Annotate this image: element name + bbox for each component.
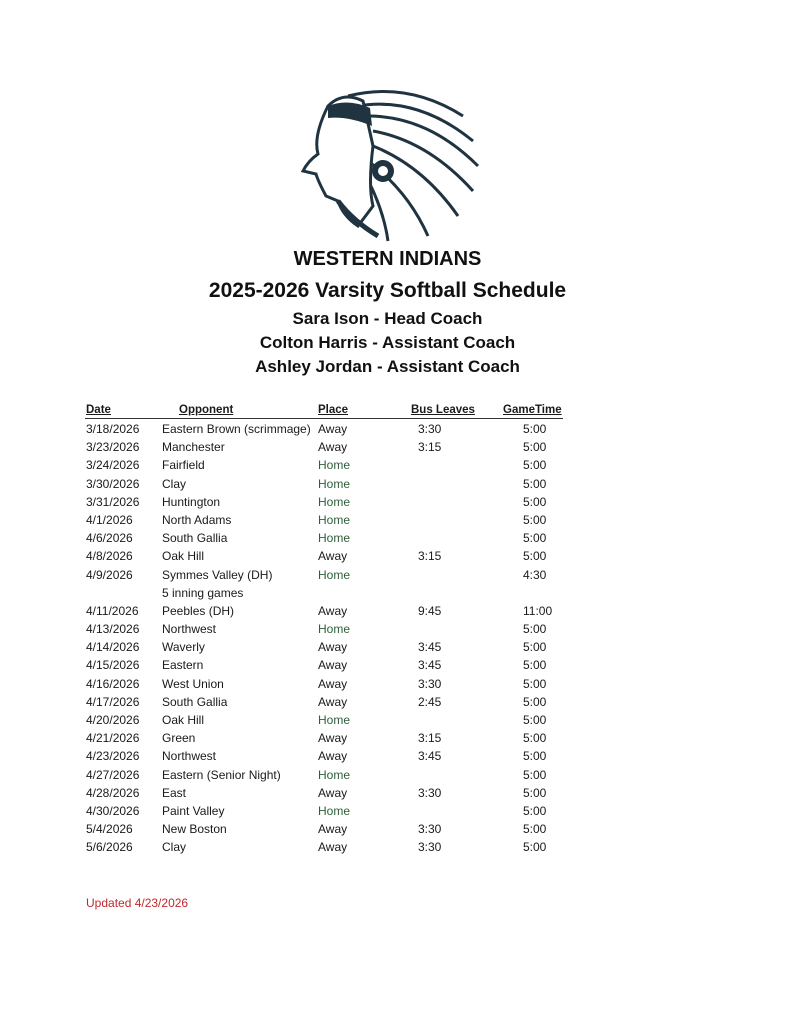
date-cell: 4/30/2026 [86,803,140,818]
bus-leaves-cell: 3:30 [418,422,442,436]
table-row [0,767,791,785]
gametime-cell: 5:00 [523,622,547,637]
gametime-cell: 5:00 [523,476,547,491]
opponent-cell: Clay [162,476,187,491]
date-cell: 4/27/2026 [86,767,140,782]
gametime-cell: 5:00 [523,767,547,782]
place-cell: Away [318,676,348,691]
gametime-cell: 5:00 [523,840,547,855]
place-cell: Away [318,694,348,709]
gametime-cell: 5:00 [523,731,547,746]
opponent-cell: Green [162,731,196,746]
column-header-bus-leaves: Bus Leaves [411,404,475,416]
opponent-cell: Peebles (DH) [162,603,235,618]
opponent-cell: Waverly [162,640,205,655]
date-cell: 4/23/2026 [86,749,140,764]
table-row [0,694,791,712]
date-cell: 4/6/2026 [86,531,133,546]
place-cell: Home [318,512,351,527]
bus-leaves-cell: 3:30 [418,840,442,855]
place-cell: Home [318,567,351,582]
gametime-cell: 5:00 [523,694,547,709]
table-row [0,585,791,603]
table-row [0,748,791,766]
table-row [0,839,791,857]
opponent-cell: Clay [162,840,187,855]
opponent-cell: East [162,785,187,800]
place-cell: Away [318,549,348,564]
table-row [0,821,791,839]
column-header-place: Place [318,404,349,416]
opponent-cell: South Gallia [162,694,228,709]
head-coach: Sara Ison - Head Coach [292,309,483,328]
opponent-cell: Northwest [162,622,217,637]
gametime-cell: 5:00 [523,822,547,837]
date-cell: 4/13/2026 [86,622,140,637]
gametime-cell: 5:00 [523,658,547,673]
table-row [0,803,791,821]
opponent-cell: New Boston [162,822,227,837]
opponent-cell: Symmes Valley (DH) [162,567,273,582]
place-cell: Away [318,658,348,673]
gametime-cell: 11:00 [523,603,553,618]
table-header [85,403,563,419]
gametime-cell: 5:00 [523,422,547,436]
place-cell: Away [318,749,348,764]
place-cell: Home [318,531,351,546]
column-header-gametime: GameTime [503,404,562,416]
date-cell: 3/31/2026 [86,494,140,509]
date-cell: 5/4/2026 [86,822,133,837]
bus-leaves-cell: 9:45 [418,603,442,618]
opponent-cell: Paint Valley [162,803,225,818]
date-cell: 4/14/2026 [86,640,140,655]
table-row [0,530,791,548]
table-row [0,548,791,566]
date-cell: 4/28/2026 [86,785,140,800]
date-cell: 3/30/2026 [86,476,140,491]
table-row [0,603,791,621]
place-cell: Home [318,476,351,491]
opponent-cell: Northwest [162,749,217,764]
place-cell: Home [318,458,351,473]
date-cell: 5/6/2026 [86,840,133,855]
place-cell: Away [318,640,348,655]
bus-leaves-cell: 3:30 [418,676,442,691]
opponent-cell: Manchester [162,440,225,455]
table-row [0,712,791,730]
bus-leaves-cell: 3:45 [418,749,442,764]
date-cell: 4/1/2026 [86,512,133,527]
table-row [0,421,791,439]
column-header-date: Date [86,404,111,416]
assistant-coach-2: Ashley Jordan - Assistant Coach [255,357,520,376]
team-name: WESTERN INDIANS [293,248,482,270]
table-row [0,676,791,694]
updated-note: Updated 4/23/2026 [86,896,189,910]
bus-leaves-cell: 3:45 [418,640,442,655]
date-cell: 4/21/2026 [86,731,140,746]
gametime-cell: 5:00 [523,440,547,455]
place-cell: Home [318,622,351,637]
bus-leaves-cell: 3:30 [418,822,442,837]
schedule-title: 2025-2026 Varsity Softball Schedule [208,279,567,302]
table-row [0,657,791,675]
place-cell: Away [318,822,348,837]
opponent-cell: Eastern Brown (scrimmage) [162,422,311,436]
gametime-cell: 4:30 [523,567,547,582]
table-row [0,567,791,585]
indian-chief-logo [288,86,488,246]
date-cell: 3/23/2026 [86,440,140,455]
date-cell: 3/18/2026 [86,422,140,436]
opponent-cell: West Union [162,676,224,691]
table-row [0,621,791,639]
gametime-cell: 5:00 [523,803,547,818]
gametime-cell: 5:00 [523,531,547,546]
column-header-opponent: Opponent [179,404,234,416]
place-cell: Away [318,440,348,455]
gametime-cell: 5:00 [523,512,547,527]
date-cell: 4/11/2026 [86,603,139,618]
gametime-cell: 5:00 [523,549,547,564]
place-cell: Away [318,785,348,800]
bus-leaves-cell: 2:45 [418,694,442,709]
date-cell: 4/16/2026 [86,676,140,691]
bus-leaves-cell: 3:15 [418,440,442,455]
bus-leaves-cell: 3:15 [418,731,442,746]
place-cell: Away [318,840,348,855]
table-row [0,730,791,748]
assistant-coach-1: Colton Harris - Assistant Coach [259,333,516,352]
gametime-cell: 5:00 [523,785,547,800]
place-cell: Home [318,767,351,782]
gametime-cell: 5:00 [523,713,547,727]
opponent-cell: Eastern (Senior Night) [162,767,281,782]
gametime-cell: 5:00 [523,458,547,473]
table-row [0,512,791,530]
place-cell: Away [318,603,348,618]
date-cell: 4/15/2026 [86,658,140,673]
gametime-cell: 5:00 [523,676,547,691]
opponent-cell: North Adams [162,512,232,527]
table-row [0,494,791,512]
date-cell: 4/8/2026 [86,549,133,564]
opponent-cell: 5 inning games [162,585,244,600]
place-cell: Home [318,713,351,727]
bus-leaves-cell: 3:45 [418,658,442,673]
date-cell: 3/24/2026 [86,458,140,473]
date-cell: 4/20/2026 [86,713,140,727]
bus-leaves-cell: 3:30 [418,785,442,800]
place-cell: Away [318,731,348,746]
bus-leaves-cell: 3:15 [418,549,442,564]
opponent-cell: Eastern [162,658,204,673]
opponent-cell: Oak Hill [162,549,205,564]
gametime-cell: 5:00 [523,640,547,655]
schedule-table [0,421,791,858]
place-cell: Home [318,494,351,509]
opponent-cell: Huntington [162,494,221,509]
place-cell: Home [318,803,351,818]
gametime-cell: 5:00 [523,749,547,764]
table-row [0,439,791,457]
place-cell: Away [318,422,348,436]
table-row [0,457,791,475]
table-row [0,476,791,494]
date-cell: 4/9/2026 [86,567,133,582]
table-row [0,785,791,803]
opponent-cell: South Gallia [162,531,228,546]
opponent-cell: Fairfield [162,458,205,473]
gametime-cell: 5:00 [523,494,547,509]
table-row [0,639,791,657]
opponent-cell: Oak Hill [162,713,205,727]
date-cell: 4/17/2026 [86,694,140,709]
